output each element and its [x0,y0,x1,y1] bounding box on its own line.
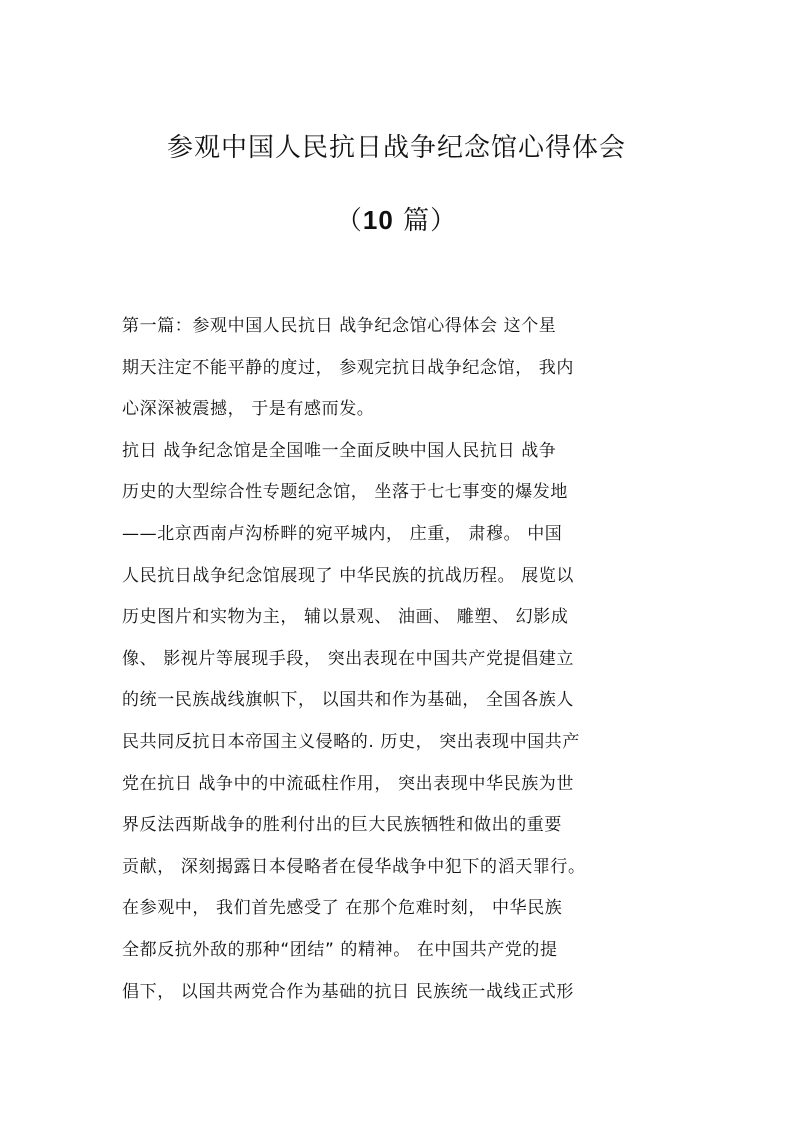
body-line: 倡下， 以国共两党合作为基础的抗日 民族统一战线正式形 [122,982,575,1002]
body-line: 抗日 战争纪念馆是全国唯一全面反映中国人民抗日 战争 [122,441,557,461]
body-line: 在参观中， 我们首先感受了 在那个危难时刻， 中华民族 [122,898,563,918]
subtitle-open-paren: （ [335,206,363,236]
body-line: 像、 影视片等展现手段， 突出表现在中国共产党提倡建立 [122,649,575,669]
body-line: 心深深被震撼， 于是有感而发。 [122,399,375,419]
body-line: 全都反抗外敌的那种“团结” 的精神。 在中国共产党的提 [122,940,558,960]
body-line: 期天注定不能平静的度过， 参观完抗日战争纪念馆， 我内 [122,358,575,378]
body-line: 历史的大型综合性专题纪念馆， 坐落于七七事变的爆发地 [122,482,569,502]
body-line: 界反法西斯战争的胜利付出的巨大民族牺牲和做出的重要 [122,815,562,835]
body-line: 人民抗日战争纪念馆展现了 中华民族的抗战历程。 展览以 [122,566,575,586]
body-line: 贡献， 深刻揭露日本侵略者在侵华战争中犯下的滔天罪行。 [122,857,586,877]
body-line: 的统一民族战线旗帜下， 以国共和作为基础， 全国各族人 [122,690,575,710]
document-title: 参观中国人民抗日战争纪念馆心得体会 [166,133,626,163]
subtitle-count: 10 [362,205,394,235]
document-subtitle [0,200,793,237]
body-line: 党在抗日 战争中的中流砥柱作用， 突出表现中华民族为世 [122,774,575,794]
body-line: ——北京西南卢沟桥畔的宛平城内， 庄重， 肃穆。 中国 [122,524,563,544]
subtitle-unit: 篇） [393,206,458,236]
body-line: 第一篇：参观中国人民抗日 战争纪念馆心得体会 这个星 [122,316,557,336]
body-line: 历史图片和实物为主， 辅以景观、 油画、 雕塑、 幻影成 [122,607,569,627]
body-line: 民共同反抗日本帝国主义侵略的. 历史， 突出表现中国共产 [122,732,581,752]
